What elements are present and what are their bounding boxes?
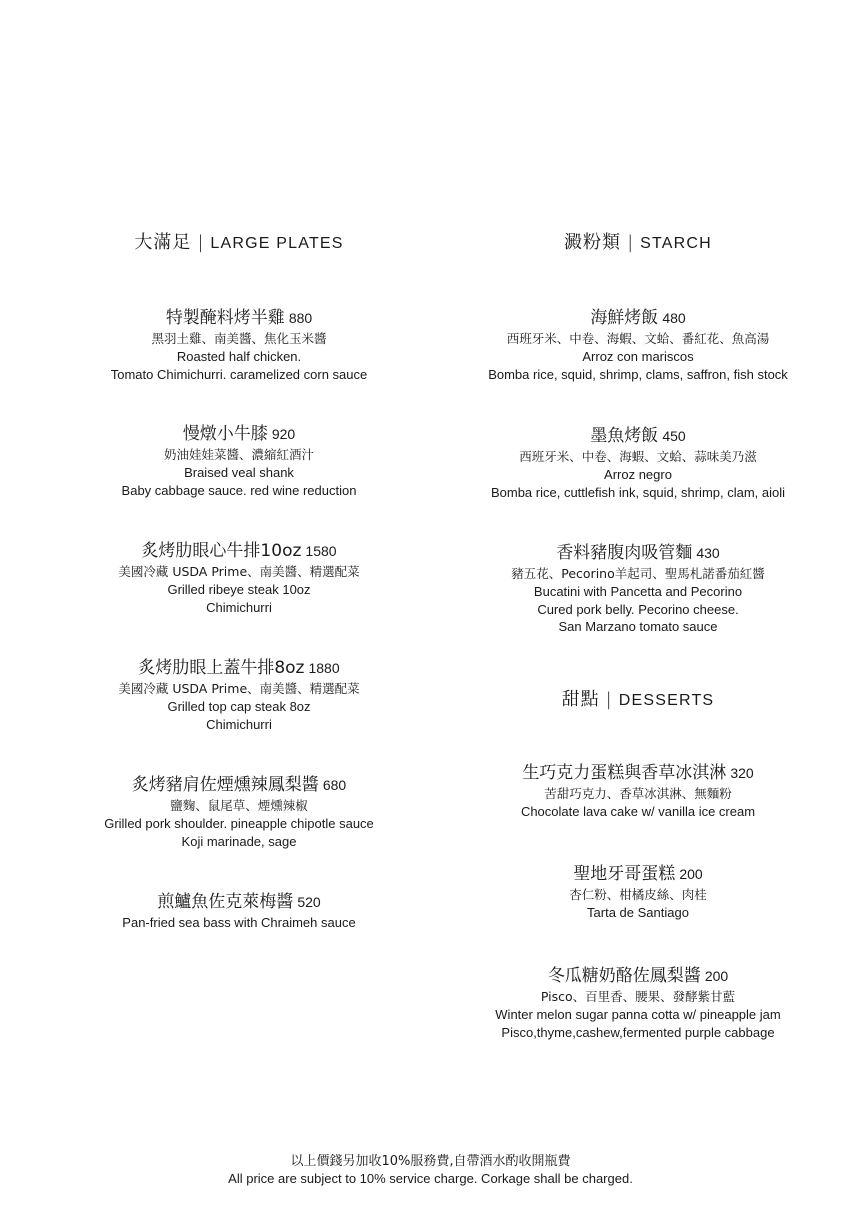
item-price: 450: [662, 428, 686, 444]
section-title-starch: [438, 232, 838, 255]
item-description-en: Koji marinade, sage: [181, 833, 297, 849]
footer-note: [0, 1153, 861, 1187]
item-name: 炙烤肋眼上蓋牛排8oz: [138, 658, 305, 678]
item-name: 海鮮烤飯: [590, 308, 659, 328]
item-price: 480: [662, 310, 686, 326]
item-price: 680: [322, 777, 347, 793]
item-description-zh: 苦甜巧克力、香草冰淇淋、無麵粉: [544, 786, 732, 801]
item-description-en: Chocolate lava cake w/ vanilla ice cream: [520, 804, 756, 819]
item-description-en: Grilled pork shoulder. pineapple chipotle sauce: [104, 816, 374, 831]
item-name: 生巧克力蛋糕與香草冰淇淋: [522, 763, 727, 783]
item-name: 墨魚烤飯: [590, 426, 659, 446]
section-title-large-plates: [39, 232, 439, 255]
menu-item: [39, 422, 439, 499]
item-description-en: Tarta de Santiago: [587, 905, 689, 920]
section-separator: |: [605, 689, 613, 710]
item-description-en: Tomato Chimichurri. caramelized corn sauce: [110, 366, 368, 382]
item-name: 香料豬腹肉吸管麵: [556, 543, 693, 563]
item-name: 冬瓜糖奶酪佐鳳梨醬: [547, 966, 701, 986]
item-price: 200: [679, 866, 703, 882]
item-description-en: Cured pork belly. Pecorino cheese.: [537, 601, 739, 617]
item-name: 煎鱸魚佐克萊梅醬: [157, 892, 294, 912]
item-name: 特製醃料烤半雞: [165, 308, 285, 328]
item-description-zh: 杏仁粉、柑橘皮絲、肉桂: [569, 887, 707, 902]
item-description-en: Grilled top cap steak 8oz: [167, 699, 311, 714]
item-description-en: Chimichurri: [206, 716, 272, 732]
menu-item: [39, 539, 439, 616]
item-description-zh: 鹽麴、鼠尾草、煙燻辣椒: [170, 798, 308, 813]
item-description-en: Grilled ribeye steak 10oz: [167, 582, 311, 597]
section-title-en: LARGE PLATES: [210, 235, 344, 252]
item-description-en: Chimichurri: [206, 599, 272, 615]
menu-item: [39, 890, 439, 932]
item-description-zh: 美國冷藏 USDA Prime、南美醬、精選配菜: [118, 564, 360, 579]
item-description-en: Braised veal shank: [184, 465, 294, 480]
section-title-zh: 澱粉類: [564, 232, 622, 253]
section-separator: |: [197, 232, 205, 253]
menu-item: [438, 541, 838, 636]
item-price: 430: [696, 545, 720, 561]
item-name: 慢燉小牛膝: [182, 424, 268, 444]
item-description-en: Bomba rice, cuttlefish ink, squid, shrimp, clam, aioli: [490, 484, 786, 500]
menu-item: [438, 964, 838, 1041]
footer-note-zh: 以上價錢另加收10%服務費,自帶酒水酌收開瓶費: [290, 1154, 571, 1169]
menu-item: [39, 656, 439, 733]
item-description-en: Bomba rice, squid, shrimp, clams, saffron, fish stock: [488, 366, 788, 382]
item-description-zh: Pisco、百里香、腰果、發酵紫甘藍: [540, 989, 736, 1004]
menu-item: [438, 306, 838, 383]
item-description-en: Pisco,thyme,cashew,fermented purple cabbage: [501, 1024, 775, 1040]
item-name: 炙烤肋眼心牛排10oz: [141, 541, 302, 561]
section-title-zh: 大滿足: [134, 232, 192, 253]
item-description-zh: 黑羽土雞、南美醬、焦化玉米醬: [151, 331, 327, 346]
item-name: 聖地牙哥蛋糕: [573, 864, 676, 884]
footer-note-en: All price are subject to 10% service charge. Corkage shall be charged.: [228, 1171, 633, 1186]
menu-item: [39, 773, 439, 850]
item-price: 200: [704, 968, 729, 984]
item-price: 920: [271, 426, 296, 442]
item-description-en: Arroz negro: [604, 467, 672, 482]
item-price: 320: [730, 765, 754, 781]
section-title-en: STARCH: [640, 235, 712, 252]
item-description-zh: 豬五花、Pecorino羊起司、聖馬札諾番茄紅醬: [511, 566, 765, 581]
section-title-desserts: [438, 689, 838, 712]
item-price: 1580: [305, 543, 337, 559]
item-description-en: Arroz con mariscos: [582, 349, 694, 364]
item-price: 520: [297, 894, 321, 910]
item-description-zh: 西班牙米、中卷、海蝦、文蛤、蒜味美乃滋: [519, 449, 757, 464]
item-description-zh: 美國冷藏 USDA Prime、南美醬、精選配菜: [118, 681, 360, 696]
item-price: 1880: [308, 660, 340, 676]
item-description-zh: 奶油娃娃菜醬、濃縮紅酒汁: [163, 447, 314, 462]
item-description-en: San Marzano tomato sauce: [558, 619, 718, 634]
section-title-en: DESSERTS: [618, 692, 715, 709]
item-description-en: Bucatini with Pancetta and Pecorino: [533, 584, 743, 599]
item-price: 880: [288, 310, 313, 326]
menu-item: [39, 306, 439, 383]
item-description-zh: 西班牙米、中卷、海蝦、文蛤、番紅花、魚高湯: [506, 331, 770, 346]
item-description-en: Pan-fried sea bass with Chraimeh sauce: [122, 915, 356, 930]
item-name: 炙烤豬肩佐煙燻辣鳳梨醬: [131, 775, 319, 795]
item-description-en: Roasted half chicken.: [176, 349, 302, 364]
menu-item: [438, 761, 838, 821]
item-description-en: Baby cabbage sauce. red wine reduction: [121, 482, 357, 498]
item-description-en: Winter melon sugar panna cotta w/ pineapple jam: [495, 1007, 781, 1022]
menu-item: [438, 424, 838, 501]
menu-item: [438, 862, 838, 922]
section-separator: |: [627, 232, 635, 253]
section-title-zh: 甜點: [561, 689, 600, 710]
